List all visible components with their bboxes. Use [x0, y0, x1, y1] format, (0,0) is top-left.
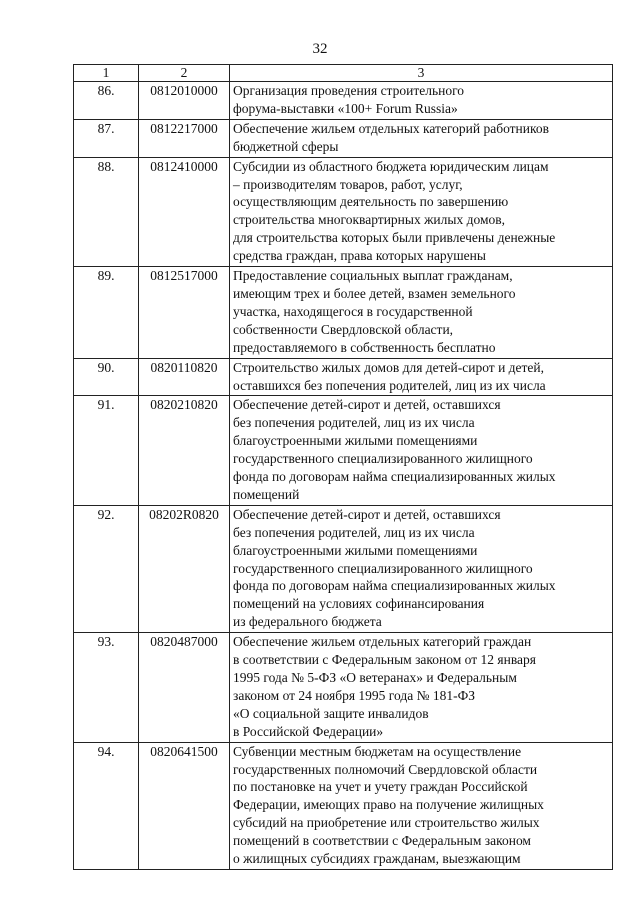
row-description: Обеспечение жильем отдельных категорий работников бюджетной сферы: [230, 119, 613, 157]
row-description: Предоставление социальных выплат гражданам, имеющим трех и более детей, взамен земельного участка, находящегося в государственной собственности Свердловской области, предоставляемого в собственность бесплатно: [230, 267, 613, 359]
row-number: 87.: [74, 119, 139, 157]
row-code: 0820641500: [139, 742, 230, 869]
page-number: 32: [312, 41, 328, 57]
row-code: 0812010000: [139, 82, 230, 120]
row-number: 92.: [74, 505, 139, 632]
table-row: [74, 505, 613, 632]
budget-codes-table: [73, 64, 613, 870]
row-code: 08202R0820: [139, 505, 230, 632]
table-row: [74, 119, 613, 157]
row-description: Субсидии из областного бюджета юридическим лицам – производителям товаров, работ, услуг, осуществляющим деятельность по завершению строительства многоквартирных жилых домов, для строительства которых были привлечены денежные средства граждан, права которых нарушены: [230, 157, 613, 266]
row-number: 93.: [74, 633, 139, 742]
row-description: Обеспечение жильем отдельных категорий граждан в соответствии с Федеральным законом от 12 января 1995 года № 5-ФЗ «О ветеранах» и Федеральным законом от 24 ноября 1995 года № 181-ФЗ «О социальной защите инвалидов в Российской Федерации»: [230, 633, 613, 742]
row-number: 90.: [74, 358, 139, 396]
row-number: 94.: [74, 742, 139, 869]
row-description: Обеспечение детей-сирот и детей, оставшихся без попечения родителей, лиц из их числа благоустроенными жилыми помещениями государственного специализированного жилищного фонда по договорам найма специализированных жилых помещений: [230, 396, 613, 505]
row-code: 0820110820: [139, 358, 230, 396]
row-code: 0820210820: [139, 396, 230, 505]
row-code: 0812517000: [139, 267, 230, 359]
column-header-name: 3: [230, 65, 613, 82]
row-code: 0820487000: [139, 633, 230, 742]
row-number: 89.: [74, 267, 139, 359]
row-code: 0812217000: [139, 119, 230, 157]
row-number: 86.: [74, 82, 139, 120]
row-description: Строительство жилых домов для детей-сирот и детей, оставшихся без попечения родителей, лиц из их числа: [230, 358, 613, 396]
table-row: [74, 742, 613, 869]
row-description: Субвенции местным бюджетам на осуществление государственных полномочий Свердловской области по постановке на учет и учету граждан Российской Федерации, имеющих право на получение жилищных субсидий на приобретение или строительство жилых помещений в соответствии с Федеральным законом о жилищных субсидиях гражданам, выезжающим: [230, 742, 613, 869]
table-row: [74, 633, 613, 742]
column-header-number: 1: [74, 65, 139, 82]
table-row: [74, 82, 613, 120]
table-header-row: [74, 65, 613, 82]
table-row: [74, 157, 613, 266]
row-description: Организация проведения строительного форума-выставки «100+ Forum Russia»: [230, 82, 613, 120]
table-row: [74, 267, 613, 359]
row-code: 0812410000: [139, 157, 230, 266]
column-header-code: 2: [139, 65, 230, 82]
table-row: [74, 358, 613, 396]
row-number: 88.: [74, 157, 139, 266]
row-description: Обеспечение детей-сирот и детей, оставшихся без попечения родителей, лиц из их числа благоустроенными жилыми помещениями государственного специализированного жилищного фонда по договорам найма специализированных жилых помещений на условиях софинансирования из федерального бюджета: [230, 505, 613, 632]
table-row: [74, 396, 613, 505]
row-number: 91.: [74, 396, 139, 505]
